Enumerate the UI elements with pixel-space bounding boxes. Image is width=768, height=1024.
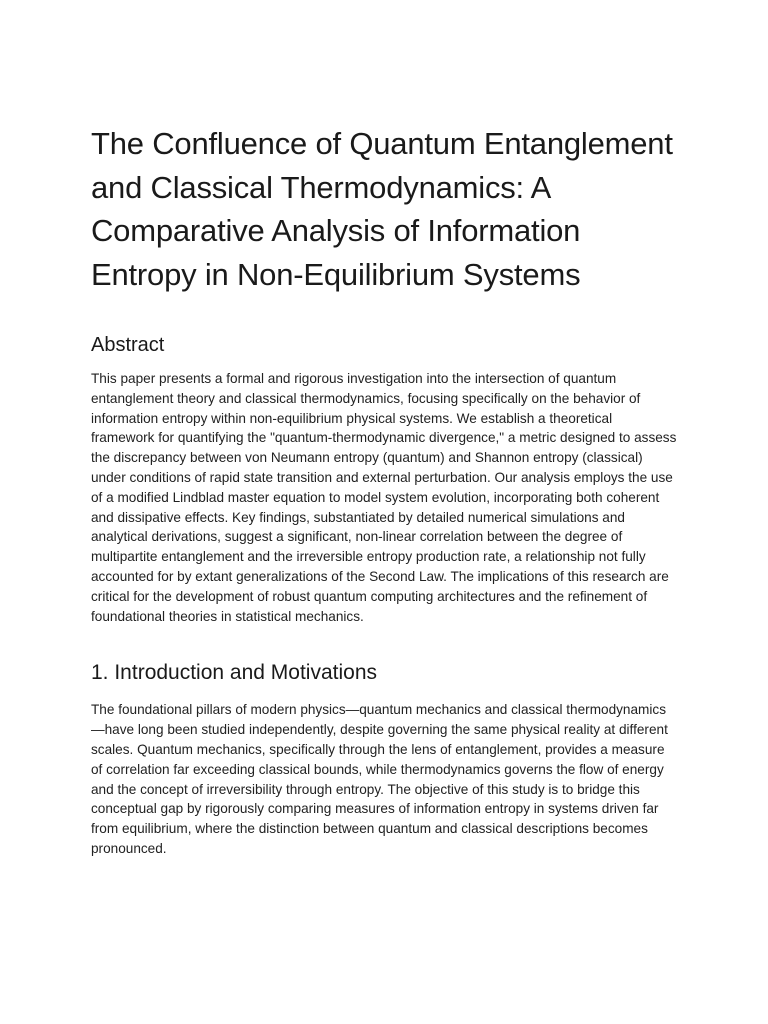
abstract-heading: Abstract (91, 334, 165, 356)
introduction-paragraph: The foundational pillars of modern physics—quantum mechanics and classical thermodynamics—have long been studied independently, despite governing the same physical reality at different scales. Quantum mechanics, specifically through the lens of entanglement, provides a measure of correlation far exceeding classical bounds, while thermodynamics governs the flow of energy and the concept of irreversibility through entropy. The objective of this study is to bridge this conceptual gap by rigorously comparing measures of information entropy in systems driven far from equilibrium, where the distinction between quantum and classical descriptions becomes pronounced. (91, 702, 668, 856)
abstract-paragraph: This paper presents a formal and rigorous investigation into the intersection of quantum entanglement theory and classical thermodynamics, focusing specifically on the behavior of information entropy within non-equilibrium physical systems. We establish a theoretical framework for quantifying the "quantum-thermodynamic divergence," a metric designed to assess the discrepancy between von Neumann entropy (quantum) and Shannon entropy (classical) under conditions of rapid state transition and external perturbation. Our analysis employs the use of a modified Lindblad master equation to model system evolution, incorporating both coherent and dissipative effects. Key findings, substantiated by detailed numerical simulations and analytical derivations, suggest a significant, non-linear correlation between the degree of multipartite entanglement and the irreversible entropy production rate, a relationship not fully accounted for by extant generalizations of the Second Law. The implications of this research are critical for the development of robust quantum computing architectures and the refinement of foundational theories in statistical mechanics. (91, 371, 677, 624)
introduction-heading: 1. Introduction and Motivations (91, 661, 378, 685)
paper-title: The Confluence of Quantum Entanglement and Classical Thermodynamics: A Comparative Analysis of Information Entropy in Non-Equilibrium Systems (91, 126, 673, 292)
